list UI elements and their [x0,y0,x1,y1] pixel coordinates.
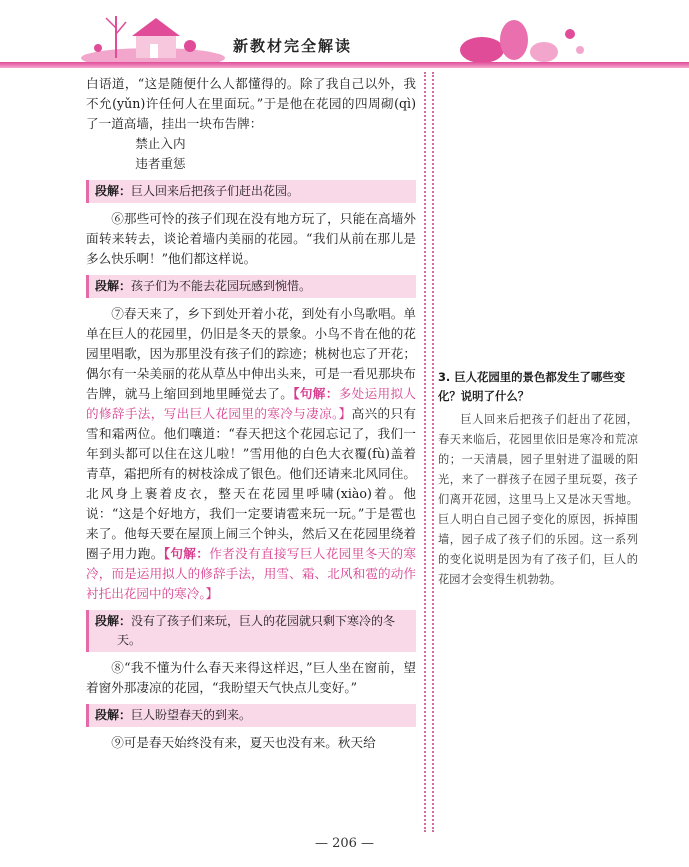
paragraph-9: ⑨可是春天始终没有来，夏天也没有来。秋天给 [111,735,376,750]
note-text: 孩子们为不能去花园玩感到惋惜。 [131,279,312,293]
paragraph-6: ⑥那些可怜的孩子们现在没有地方玩了，只能在高墙外面转来转去，谈论着墙内美丽的花园。“我们从前在那儿是多么快乐啊！”他们都这样说。 [86,211,416,266]
note-text: 没有了孩子们来玩，巨人的花园就只剩下寒冷的冬天。 [117,614,396,647]
page-number: — 206 — [314,836,375,851]
header-title: 新教材完全解读 [233,37,353,55]
note-label: 段解： [95,708,132,722]
sign-line-2: 违者重惩 [135,156,186,171]
paragraph-note-2 [86,275,416,298]
side-question: 3. 巨人花园里的景色都发生了哪些变化？说明了什么？ [438,370,626,403]
note-text: 巨人盼望春天的到来。 [131,708,252,722]
side-question-column [438,368,638,590]
paragraph-7-part-a: ⑦春天来了，乡下到处开着小花，到处有小鸟歌唱。单单在巨人的花园里，仍旧是冬天的景象。小鸟不肯在他的花园里唱歌，因为那里没有孩子们的踪迹；桃树也忘了开花；偶尔有一朵美丽的花从草丛中伸出头来，可是一看见那块布告牌，就马上缩回到地里睡觉去了。 [86,306,416,401]
sentence-note-label: 【句解： [293,386,339,401]
side-answer: 巨人回来后把孩子们赶出了花园，春天来临后，花园里依旧是寒冷和荒凉的；一天清晨，园子里射进了温暖的阳光，来了一群孩子在园子里玩耍，孩子们离开花园，这里马上又是冰天雪地。巨人明白自己园子变化的原因，拆掉围墙，园子成了孩子们的乐园。这一系列的变化说明是因为有了孩子们，巨人的花园才会变得生机勃勃。 [438,413,638,586]
note-label: 段解： [95,184,132,198]
sentence-note-text: 作者没有直接写巨人花园里冬天的寒冷，而是运用拟人的修辞手法，用雪、霜、北风和雹的动作衬托出花园中的寒冷。】 [86,546,417,601]
paragraph-opening: 白语道，“这是随便什么人都懂得的。除了我自己以外，我不允(yǔn)许任何人在里面玩。”于是他在花园的四周砌(qì)了一道高墙，挂出一块布告牌： [86,76,416,131]
main-text-column [86,74,416,753]
note-label: 段解： [95,279,132,293]
page-header [0,0,689,70]
paragraph-7 [86,304,416,604]
note-text: 巨人回来后把孩子们赶出花园。 [131,184,300,198]
column-divider [424,72,434,832]
sentence-note-text: 多处运用拟人的修辞手法，写出巨人花园里的寒冷与凄凉。】 [86,386,417,421]
paragraph-note-3 [86,610,416,652]
paragraph-7-part-b: 高兴的只有雪和霜两位。他们嚷道：“春天把这个花园忘记了，我们一年到头都可以住在这儿啦！”雪用他的白色大衣覆(fù)盖着青草，霜把所有的树枝涂成了银色。他们还请来北风同住。北风身上裹着皮衣，整天在花园里呼啸(xiào)着。他说：“这是个好地方，我们一定要请雹来玩一玩。”于是雹也来了。他每天要在屋顶上闹三个钟头，然后又在花园里绕着圈子用力跑。 [86,406,417,561]
paragraph-8: ⑧“我不懂为什么春天来得这样迟，”巨人坐在窗前，望着窗外那凄凉的花园，“我盼望天气快点儿变好。” [86,660,416,695]
note-label: 段解： [95,614,132,628]
sign-line-1: 禁止入内 [135,136,186,151]
house-tree-decoration-icon [78,8,228,66]
header-rule [0,62,689,68]
flower-decoration-icon [452,14,592,66]
paragraph-note-4 [86,704,416,727]
sentence-note-label: 【句解： [163,546,210,561]
paragraph-note-1 [86,180,416,203]
